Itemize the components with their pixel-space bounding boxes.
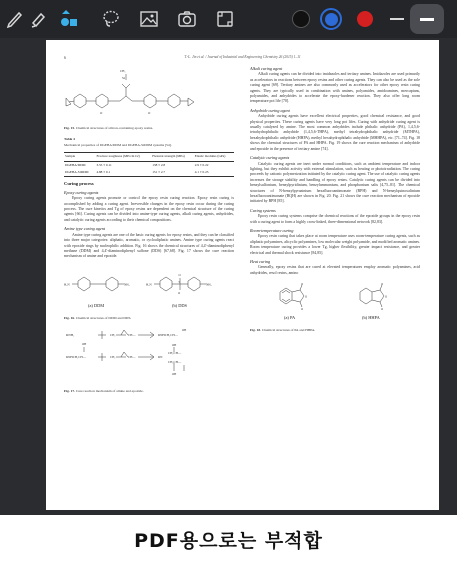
paragraph-catalytic: Catalytic curing agents are inert under normal conditions, such as ambient temperature and indoor lighting, but they exhibit activity with external stimulation, such as heating or photoirradiation. The curing proceeds by cationic polymerization initiated by the catalytic curing agent. The use of catalytic curing agents increases the storage stability and handling of epoxy resins. Catalytic curing agents can be divided into benzylsulfonium, benzylpyridinium, benzylammonium, and phosphonium salts [4,75–81]. The chemical structures of N-benzylpyrazinium hexafluoroantimonate (BPH) and N-benzylquinoxalinium hexafluoroantimonate (BQH) are shown in Fig. 20. Fig. 21 shows the cure reaction mechanism of epoxide initiated by BPH [85]. (250, 161, 420, 204)
svg-text:O: O (385, 294, 388, 299)
svg-text:O: O (301, 282, 304, 287)
subheading-epoxy-curing-agents: Epoxy curing agents (64, 189, 99, 195)
mechanical-properties-table (64, 152, 234, 177)
subheading-anhydride: Anhydride curing agent (250, 107, 290, 113)
subheading-alkali: Alkali curing agent (250, 66, 283, 71)
fig17-caption: Fig. 17. Cure reaction mechanism of amine and epoxide. (64, 389, 144, 394)
svg-text:O: O (381, 307, 384, 312)
svg-text:Si: Si (122, 76, 125, 80)
black-color-icon[interactable] (288, 6, 314, 32)
table-cell: 2.9 ± 0.22 (194, 162, 209, 167)
svg-text:O: O (100, 111, 103, 115)
table-row (64, 169, 234, 177)
bottom-caption: PDF용으로는 부적합 (134, 530, 323, 552)
subheading-heat-curing: Heat curing (250, 259, 271, 264)
thick-line-icon[interactable] (414, 6, 440, 32)
svg-text:OH: OH (172, 372, 177, 377)
table-cell: 4.1 ± 0.25 (194, 169, 234, 177)
svg-text:RNHCH₂CH—: RNHCH₂CH— (158, 333, 178, 338)
fig18-label-pa: (a) PA (284, 315, 296, 321)
svg-text:O: O (148, 111, 151, 115)
paragraph-room-temperature: Epoxy resin curing that takes place at room temperature uses room-temperature curing agents, such as aliphatic polyamines, alicyclic polyamines, low molecular weight polyamide, and modified aromatic amines. Room temperature curing provides a lower Tg, higher flexibility, greater impact resistance, and greater electrical and thermal shock resistance [84,85]. (250, 234, 420, 255)
table-cell: 3.55 ± 0.11 (96, 162, 112, 167)
svg-text:OH: OH (82, 342, 87, 347)
svg-text:OH: OH (172, 343, 177, 348)
svg-text:CH₃: CH₃ (120, 69, 126, 73)
fig18-label-hhpa: (b) HHPA (362, 315, 380, 321)
svg-text:RNHCH₂CH—: RNHCH₂CH— (66, 355, 86, 360)
table-header-cell: Elastic modulus (GPa) (194, 153, 234, 161)
svg-text:O: O (381, 282, 384, 287)
svg-text:CH₂CH—: CH₂CH— (168, 360, 182, 365)
svg-text:O: O (305, 294, 308, 299)
svg-text:CH₂CH—: CH₂CH— (168, 351, 182, 356)
svg-text:NH₂: NH₂ (206, 282, 212, 287)
page-number: 6 (64, 55, 66, 60)
subheading-amine: Amine type curing agent (64, 226, 106, 232)
image-icon[interactable] (136, 6, 162, 32)
fig18-caption: Fig. 18. Chemical structures of PA and HHPA. (250, 328, 316, 333)
table-cell: 138 ± 2.8 (152, 162, 166, 167)
lasso-icon[interactable] (98, 6, 124, 32)
fig16-caption: Fig. 16. Chemical structures of DDM and DDS. (64, 315, 132, 320)
camera-icon[interactable] (174, 6, 200, 32)
svg-text:OH: OH (182, 328, 187, 333)
svg-text:O: O (301, 307, 304, 312)
left-column (64, 66, 234, 399)
svg-text:CH₂: CH₂ (110, 333, 116, 338)
svg-text:CH—: CH— (128, 333, 136, 338)
fig15-structure (64, 66, 234, 124)
svg-text:O: O (178, 290, 181, 295)
fig15-caption: Fig. 15. Chemical structures of silicon-containing epoxy resins. (64, 126, 154, 130)
paragraph-heat-curing: Generally, epoxy resins that are cured at elevated temperatures employ aromatic polyamines, acid anhydrides, resol resins, amino (250, 265, 420, 275)
table-header-cell: Flexural strength (MPa) (151, 153, 194, 161)
fig16-label-ddm: (a) DDM (88, 302, 105, 308)
table4-caption: Table 4 Mechanical properties of DGEBA/DDM and DGEBA-SiDDM systems [54]. (64, 137, 172, 147)
pdf-page[interactable] (46, 40, 439, 510)
svg-text:O: O (178, 272, 181, 277)
red-color-icon[interactable] (352, 6, 378, 32)
paragraph-amine: Amine type curing agents are one of the basic curing agents for epoxy resins, and they can be classified into three major categories: aliphatic, aromatic, or cycloaliphatic amines. Amine type curing agents react with epoxide rings by nucleophilic addition. Fig. 16 shows the chemical structures of 4,4'-diaminodiphenyl methane (DDM) and 4,4'-diaminodiphenyl sulfone (DDS) [67,68]. Fig. 17 shows the cure reaction mechanism of amine and epoxide. (64, 232, 234, 259)
table-row (64, 161, 234, 169)
svg-text:H₂N: H₂N (146, 282, 152, 287)
document-viewport[interactable] (0, 38, 457, 515)
table-header-cell: Sample (64, 153, 95, 161)
table-cell: 151 ± 2.7 (151, 169, 194, 177)
svg-text:RNH₂: RNH₂ (66, 333, 75, 338)
subheading-room-temperature: Room-temperature curing (250, 227, 294, 233)
right-column (250, 66, 420, 338)
table-cell: DGEBA-SiDDM (64, 169, 95, 177)
subheading-catalytic: Catalytic curing agents (250, 155, 290, 161)
svg-text:H₂N: H₂N (64, 282, 70, 287)
paragraph-anhydride: Anhydride curing agents have excellent electrical properties, good chemical resistance, and good physical properties. These curing agents have very long pot lifes. Curing with anhydride curing agent is usually catalyzed by amine. The most common anhydrides include phthalic anhydride (PA), 1,4,5,6-tetrahydrophthalic anhydride (1,4,5,6-THPA), methyl tetrahydrophthalic anhydride (MTHPA), hexahydrophthalic anhydride (HHPA), methyl hexahydrophthalic anhydride (MHHPA), etc. [71–74]. Fig. 18 shows the chemical structures of PA and HHPA. Fig. 19 shows the cure reaction mechanism of anhydride and epoxide in the presence of tertiary amine [74]. (250, 114, 420, 151)
fig16-structures (64, 264, 234, 314)
fig16-label-dds: (b) DDS (172, 302, 188, 308)
svg-text:CH₂: CH₂ (110, 355, 116, 360)
section-heading-curing: Curing process (64, 181, 94, 187)
crop-icon[interactable] (212, 6, 238, 32)
svg-text:NH₂: NH₂ (124, 282, 130, 287)
paragraph-curing-systems: Epoxy resin curing systems comprise the chemical reactions of the epoxide groups in the epoxy resin with a curing agent to form a highly cross-linked, three-dimensional network [82,83]. (250, 214, 420, 224)
blue-color-icon[interactable] (318, 6, 344, 32)
highlighter-icon[interactable] (25, 6, 51, 32)
table-cell: DGEBA/DDM (65, 162, 86, 167)
running-head: T.-L. Jin et al. / Journal of Industrial and Engineering Chemistry 26 (2015) 1–11 (184, 55, 301, 59)
fig18-structures (250, 282, 420, 326)
table-header-cell: Fracture toughness (MPa·m1/2) (95, 153, 151, 161)
fig17-mechanism (64, 325, 234, 387)
paragraph-alkali: Alkali curing agents can be divided into imidazoles and tertiary amines. Imidazoles are used primarily as accelerators in reactions between epoxy resins and other curing agents. They can also be used as the sole curing agent [69]. Tertiary amines are also commonly used as accelerators for other epoxy resin curing agents. They are typically used in combination with amines, polyamides, amidoamines, mercaptans, polyamides, and anhydrides to accelerate the epoxy-hardener reaction. They also offer long room temperature pot life [70]. (250, 72, 420, 104)
subheading-curing-systems: Curing systems (250, 207, 276, 213)
shapes-icon[interactable] (56, 6, 82, 32)
svg-text:S: S (178, 279, 181, 284)
drawing-toolbar (0, 0, 457, 38)
thin-line-icon[interactable] (384, 6, 410, 32)
paragraph-curing-agents: Epoxy curing agents promote or control the epoxy resin curing reaction. Epoxy resin curing is accomplished by adding a curing agent. Irreversible changes in the epoxy resin occur during the curing process. The cure kinetics and Tg of epoxy resins are dependent on the chemical structure of the curing agents [66]. Curing agents can be divided into amine-type curing agents, alkali curing agents, anhydrides, and catalytic curing agents according to their chemical compositions. (64, 196, 234, 222)
svg-text:RN: RN (158, 355, 163, 360)
svg-text:CH—: CH— (128, 355, 136, 360)
table-cell: 4.88 ± 0.1 (95, 169, 151, 177)
